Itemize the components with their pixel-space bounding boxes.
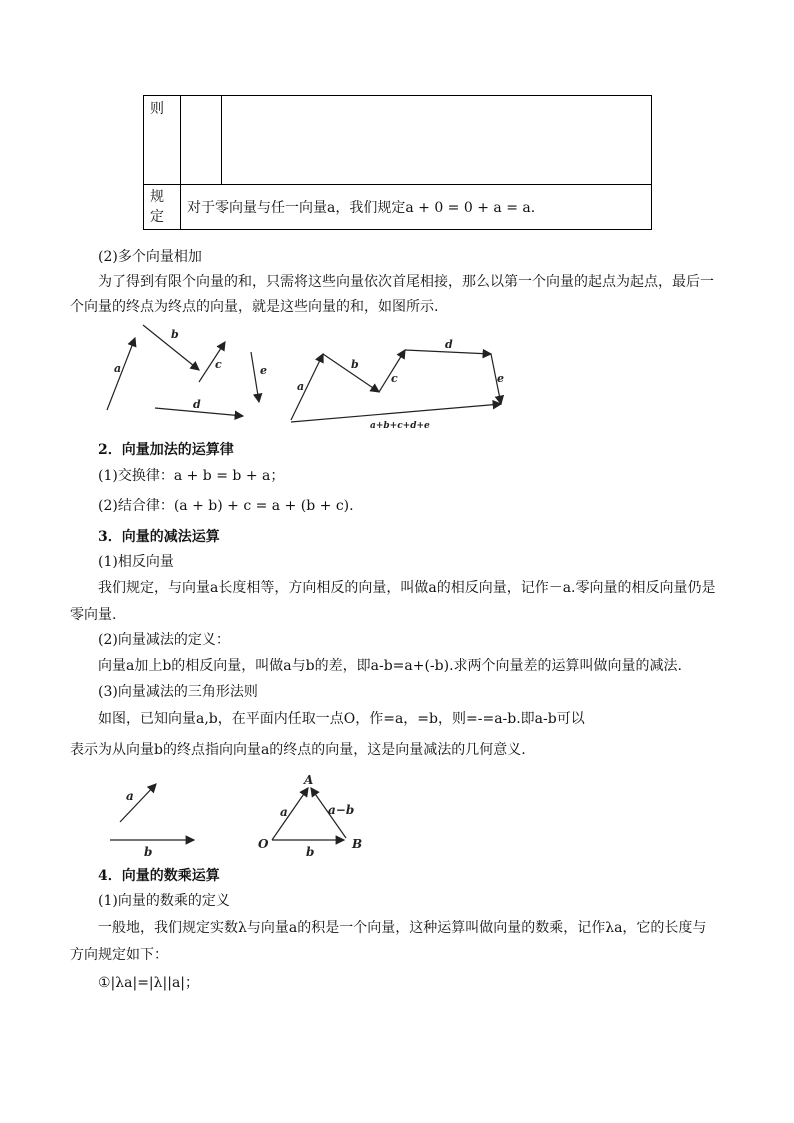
subsection-title: (3)向量减法的三角形法则 <box>98 684 258 700</box>
paragraph: 为了得到有限个向量的和，只需将这些向量依次首尾相接，那么以第一个向量的起点为起点，最后一 <box>98 274 714 290</box>
paragraph: 零向量. <box>70 607 117 623</box>
paragraph: 我们规定，与向量a长度相等，方向相反的向量，叫做a的相反向量，记作－a.零向量的相反向量仍是 <box>98 580 716 596</box>
associative-law: (2)结合律：(a + b) + c = a + (b + c). <box>98 498 354 514</box>
vector-OA <box>272 788 308 840</box>
paragraph: 向量a加上b的相反向量，叫做a与b的差，即a-b=a+(-b).求两个向量差的运算叫做向量的减法. <box>98 658 682 674</box>
point-B: B <box>352 837 363 851</box>
point-A: A <box>304 773 314 787</box>
label-b: b <box>306 845 315 859</box>
chain-label-e: e <box>497 372 504 385</box>
paragraph: 表示为从向量b的终点指向向量a的终点的向量，这是向量减法的几何意义. <box>70 742 526 758</box>
chain-label-a: a <box>297 380 305 393</box>
chain-label-b: b <box>351 358 359 371</box>
vector-sum-figure <box>95 320 515 435</box>
paragraph: 方向规定如下： <box>70 947 168 963</box>
label-b: b <box>171 328 179 341</box>
section-title: (2)多个向量相加 <box>98 249 202 265</box>
paragraph: 一般地，我们规定实数λ与向量a的积是一个向量，这种运算叫做向量的数乘，记作λa，它的长度与 <box>98 920 707 936</box>
label-a: a <box>280 805 288 819</box>
chain-label-c: c <box>391 372 398 385</box>
point-O: O <box>258 837 269 851</box>
section-heading: 2．向量加法的运算律 <box>98 442 234 458</box>
subsection-title: (2)向量减法的定义： <box>98 632 230 648</box>
chain-label-d: d <box>445 338 453 351</box>
chain-a <box>291 354 323 420</box>
define-text: 对于零向量与任一向量a，我们规定a + 0 = 0 + a = a. <box>181 185 652 230</box>
empty-cell <box>222 96 652 185</box>
rule-table <box>143 95 652 230</box>
row-head-define: 规定 <box>144 185 181 230</box>
label-c: c <box>215 358 222 371</box>
vector-e <box>251 352 259 402</box>
vector-subtraction-figure <box>100 770 380 860</box>
paragraph: 如图，已知向量a,b，在平面内任取一点O，作=a，=b，则=-=a-b.即a-b可以 <box>98 711 585 727</box>
label-a: a <box>114 362 122 375</box>
label-a-minus-b: a−b <box>328 803 355 817</box>
label-d: d <box>193 398 201 411</box>
paragraph: 个向量的终点为终点的向量，就是这些向量的和，如图所示. <box>70 299 439 315</box>
label-e: e <box>260 364 267 377</box>
empty-cell <box>181 96 222 185</box>
row-head-rule: 则 <box>144 96 181 185</box>
subsection-title: (1)向量的数乘的定义 <box>98 893 230 909</box>
subsection-title: (1)相反向量 <box>98 554 174 570</box>
list-item: ①|λa|=|λ||a|； <box>98 975 200 991</box>
chain-c <box>379 350 405 392</box>
label-a: a <box>126 789 134 803</box>
chain-sum <box>291 404 501 422</box>
label-b: b <box>144 845 153 859</box>
commutative-law: (1)交换律：a + b = b + a； <box>98 468 285 484</box>
section-heading: 4．向量的数乘运算 <box>98 868 220 884</box>
section-heading: 3．向量的减法运算 <box>98 529 220 545</box>
chain-label-sum: a+b+c+d+e <box>370 421 430 431</box>
